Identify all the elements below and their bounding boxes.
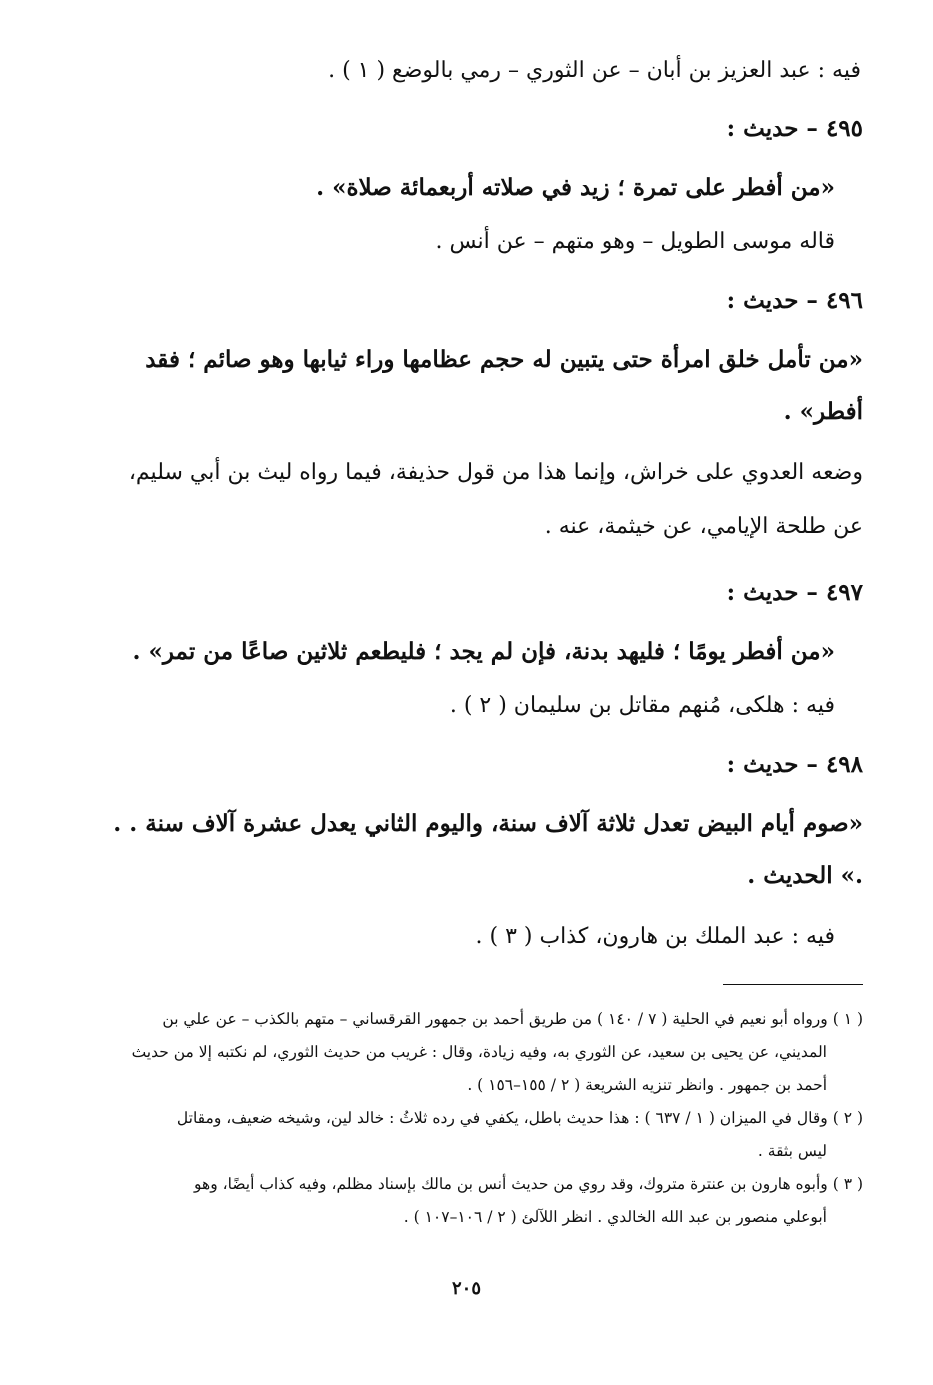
- footnote-3-continuation: أبوعلي منصور بن عبد الله الخالدي . انظر اللآلئ ( ٢ / ١٠٦–١٠٧ ) .: [403, 1208, 827, 1226]
- footnote-3: [110, 1168, 863, 1234]
- hadith-495-heading: ٤٩٥ – حديث :: [726, 115, 863, 142]
- hadith-495-note: قاله موسى الطويل – وهو متهم – عن أنس .: [435, 229, 835, 254]
- hadith-498-note: فيه : عبد الملك بن هارون، كذاب ( ٣ ) .: [475, 924, 835, 949]
- footnote-1: [110, 1003, 863, 1102]
- footnote-2-continuation: ليس بثقة .: [757, 1142, 827, 1160]
- footnote-1-first-line: ( ١ ) ورواه أبو نعيم في الحلية ( ٧ / ١٤٠ ) من طريق أحمد بن جمهور القرقساني – متهم بالكذب – عن علي بن: [162, 1010, 863, 1028]
- footnote-separator: [723, 984, 863, 985]
- hadith-498-heading: ٤٩٨ – حديث :: [726, 751, 863, 778]
- footnote-2-first-line: ( ٢ ) وقال في الميزان ( ١ / ٦٣٧ ) : هذا حديث باطل، يكفي في رده ثلاثُ : خالد لين، وشيخه ضعيف، ومقاتل: [176, 1109, 863, 1127]
- hadith-496-heading: ٤٩٦ – حديث :: [726, 287, 863, 314]
- hadith-497-heading: ٤٩٧ – حديث :: [726, 579, 863, 606]
- hadith-496-note: وضعه العدوي على خراش، وإنما هذا من قول حذيفة، فيما رواه ليث بن أبي سليم، عن طلحة الإيامي، عن خيثمة، عنه .: [128, 460, 863, 539]
- hadith-497-note: فيه : هلكى، مُنهم مقاتل بن سليمان ( ٢ ) .: [449, 693, 835, 718]
- hadith-495-text: «من أفطر على تمرة ؛ زيد في صلاته أربعمائة صلاة» .: [316, 174, 835, 201]
- hadith-496-text: «من تأمل خلق امرأة حتى يتبين له حجم عظامها وراء ثيابها وهو صائم ؛ فقد أفطر» .: [145, 346, 863, 425]
- hadith-497-text: «من أفطر يومًا ؛ فليهد بدنة، فإن لم يجد ؛ فليطعم ثلاثين صاعًا من تمر» .: [132, 638, 835, 665]
- page-number: ٢٠٥: [451, 1278, 481, 1299]
- intro-line: فيه : عبد العزيز بن أبان – عن الثوري – رمي بالوضع ( ١ ) .: [328, 58, 861, 83]
- footnote-2: [110, 1102, 863, 1168]
- hadith-498-text: «صوم أيام البيض تعدل ثلاثة آلاف سنة، واليوم الثاني يعدل عشرة آلاف سنة . . .» الحديث .: [113, 810, 863, 889]
- footnote-1-continuation: المديني، عن يحيى بن سعيد، عن الثوري به، وفيه زيادة، وقال : غريب من حديث الثوري، لم نكتبه إلا من حديث أحمد بن جمهور . وانظر تنزيه الشريعة ( ٢ / ١٥٥–١٥٦ ) .: [131, 1043, 827, 1094]
- footnote-3-first-line: ( ٣ ) وأبوه هارون بن عنترة متروك، وقد روي من حديث أنس بن مالك بإسناد مظلم، وفيه كذاب أيضًا، وهو: [194, 1175, 863, 1193]
